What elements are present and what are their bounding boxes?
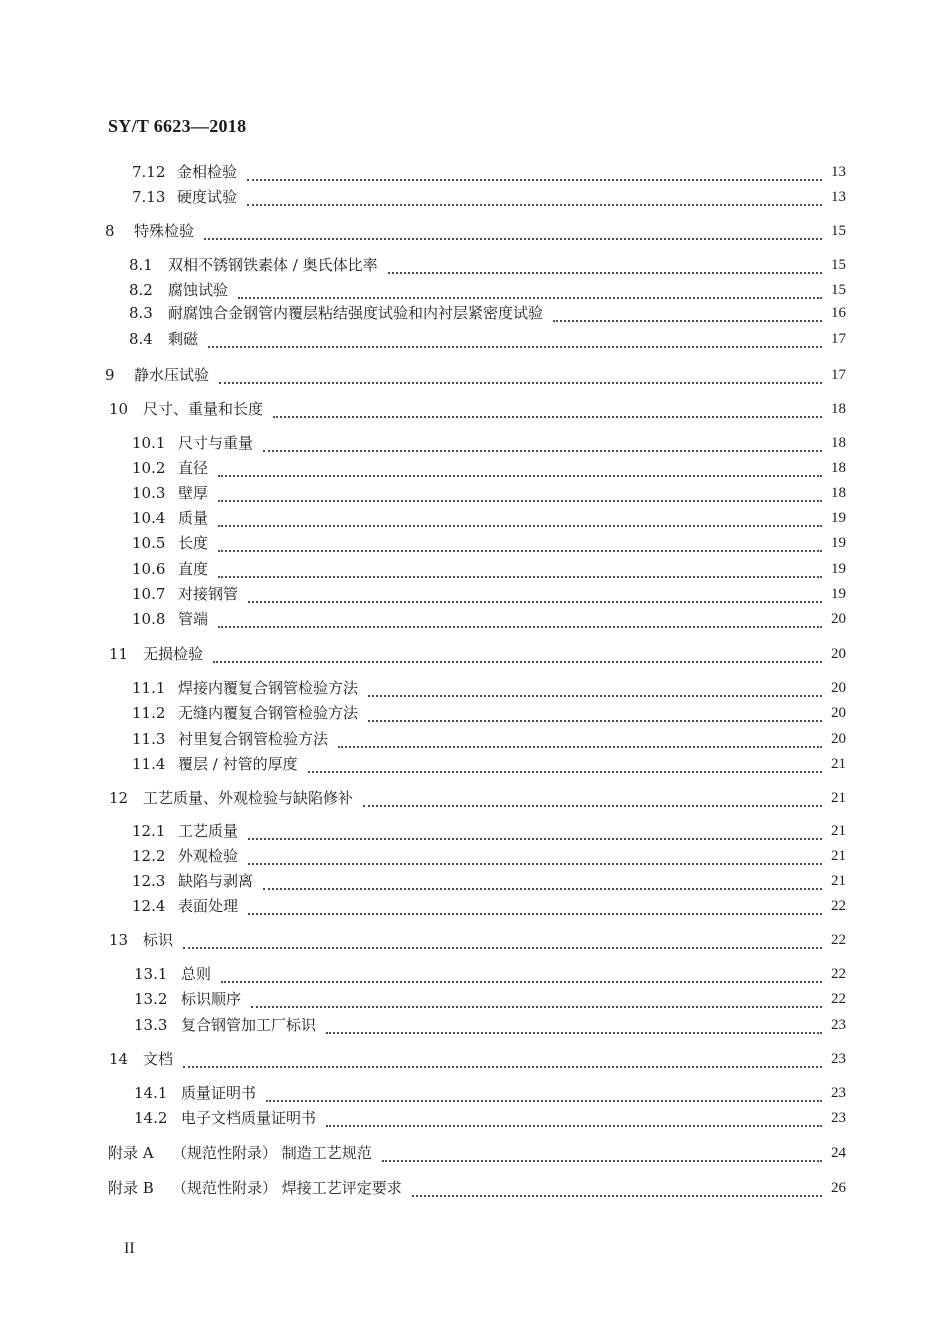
toc-entry[interactable] [0, 302, 950, 324]
toc-entry-title: 无损检验 [143, 645, 204, 663]
toc-entry[interactable] [0, 963, 950, 985]
toc-entry[interactable] [0, 643, 950, 665]
toc-entry-number: 10.4 [132, 509, 166, 527]
toc-entry[interactable] [0, 220, 950, 242]
toc-entry-title: 质量 [178, 509, 209, 527]
toc-entry-page: 13 [831, 189, 846, 205]
toc-dot-leader [263, 436, 822, 452]
toc-entry-page: 23 [831, 1110, 846, 1126]
toc-entry-page: 18 [831, 460, 846, 476]
toc-entry-number: 10 [109, 400, 129, 418]
toc-entry-number: 8.1 [129, 256, 153, 274]
toc-entry-title: 尺寸与重量 [178, 434, 254, 452]
toc-entry-title: 电子文档质量证明书 [181, 1109, 317, 1127]
toc-entry-title: 覆层 / 衬管的厚度 [178, 755, 298, 773]
toc-entry-number: 8.4 [129, 330, 153, 348]
toc-dot-leader [382, 1146, 822, 1162]
toc-entry-number: 12.4 [132, 897, 166, 915]
toc-entry-title: 壁厚 [178, 484, 209, 502]
toc-dot-leader [273, 402, 822, 418]
toc-entry[interactable] [0, 279, 950, 301]
toc-dot-leader [266, 1086, 822, 1102]
toc-entry-page: 15 [831, 257, 846, 273]
toc-entry[interactable] [0, 583, 950, 605]
toc-entry-title: 长度 [178, 534, 209, 552]
toc-dot-leader [388, 258, 822, 274]
toc-entry[interactable] [0, 753, 950, 775]
toc-entry-number: 11.3 [132, 730, 166, 748]
toc-entry-number: 8.3 [129, 304, 153, 322]
toc-entry-number: 10.7 [132, 585, 166, 603]
toc-entry-page: 22 [831, 932, 846, 948]
toc-entry-title: 无缝内覆复合钢管检验方法 [178, 704, 359, 722]
toc-entry[interactable] [0, 845, 950, 867]
toc-entry[interactable] [0, 558, 950, 580]
toc-entry-title: 双相不锈钢铁素体 / 奥氏体比率 [168, 256, 378, 274]
toc-dot-leader [208, 332, 822, 348]
toc-entry-title: 对接钢管 [178, 585, 239, 603]
toc-entry-page: 20 [831, 731, 846, 747]
toc-entry-number: 14.2 [134, 1109, 168, 1127]
toc-entry-number: 9 [105, 366, 115, 384]
toc-entry-page: 15 [831, 223, 846, 239]
toc-dot-leader [218, 536, 822, 552]
toc-entry-title: 复合钢管加工厂标识 [181, 1016, 317, 1034]
toc-entry[interactable] [0, 364, 950, 386]
toc-entry[interactable] [0, 1082, 950, 1104]
toc-entry-page: 13 [831, 164, 846, 180]
toc-entry-number: 11.4 [132, 755, 166, 773]
toc-entry-title: 质量证明书 [181, 1084, 257, 1102]
toc-dot-leader [248, 824, 822, 840]
toc-entry[interactable] [0, 398, 950, 420]
toc-entry-title: 表面处理 [178, 897, 239, 915]
toc-entry-title: 标识顺序 [181, 990, 242, 1008]
toc-entry-page: 21 [831, 823, 846, 839]
toc-entry-title: 金相检验 [177, 163, 238, 181]
toc-entry-number: 12.2 [132, 847, 166, 865]
toc-entry-title: 直径 [178, 459, 209, 477]
toc-entry[interactable] [0, 870, 950, 892]
toc-entry-number: 10.1 [132, 434, 166, 452]
toc-entry-title: 文档 [143, 1050, 174, 1068]
toc-entry-number: 11.2 [132, 704, 166, 722]
toc-entry-page: 19 [831, 561, 846, 577]
toc-entry[interactable] [0, 1048, 950, 1070]
toc-entry-page: 23 [831, 1051, 846, 1067]
toc-entry-number: 10.8 [132, 610, 166, 628]
toc-entry-number: 12.3 [132, 872, 166, 890]
toc-entry[interactable] [0, 820, 950, 842]
toc-entry-page: 24 [831, 1145, 846, 1161]
toc-entry-page: 22 [831, 966, 846, 982]
toc-entry-page: 21 [831, 756, 846, 772]
toc-entry-page: 15 [831, 282, 846, 298]
toc-entry-title: 特殊检验 [134, 222, 195, 240]
toc-dot-leader [219, 368, 822, 384]
toc-entry-page: 22 [831, 898, 846, 914]
toc-entry-number: 14.1 [134, 1084, 168, 1102]
toc-entry-page: 20 [831, 705, 846, 721]
toc-entry-page: 23 [831, 1017, 846, 1033]
toc-dot-leader [263, 874, 822, 890]
toc-entry[interactable] [0, 1014, 950, 1036]
toc-entry[interactable] [0, 254, 950, 276]
toc-entry[interactable] [0, 702, 950, 724]
toc-entry-number: 7.12 [132, 163, 166, 181]
toc-dot-leader [248, 849, 822, 865]
toc-entry-page: 17 [831, 367, 846, 383]
toc-entry[interactable] [0, 432, 950, 454]
toc-entry[interactable] [0, 186, 950, 208]
toc-dot-leader [308, 757, 822, 773]
toc-entry[interactable] [0, 1142, 950, 1164]
toc-entry-page: 19 [831, 510, 846, 526]
toc-entry-number: 10.5 [132, 534, 166, 552]
toc-entry-number: 附录 B [108, 1179, 154, 1197]
toc-entry-number: 12.1 [132, 822, 166, 840]
toc-dot-leader [238, 283, 822, 299]
toc-entry-title: 腐蚀试验 [168, 281, 229, 299]
toc-dot-leader [251, 992, 822, 1008]
toc-dot-leader [218, 612, 822, 628]
toc-dot-leader [338, 732, 822, 748]
toc-dot-leader [218, 461, 822, 477]
toc-entry-number: 14 [109, 1050, 129, 1068]
toc-dot-leader [412, 1181, 822, 1197]
toc-entry[interactable] [0, 608, 950, 630]
toc-entry[interactable] [0, 728, 950, 750]
toc-entry[interactable] [0, 787, 950, 809]
toc-dot-leader [218, 511, 822, 527]
toc-entry-page: 18 [831, 485, 846, 501]
toc-entry-number: 13.1 [134, 965, 168, 983]
toc-entry-title: 外观检验 [178, 847, 239, 865]
toc-entry[interactable] [0, 988, 950, 1010]
toc-entry[interactable] [0, 328, 950, 350]
toc-entry-page: 22 [831, 991, 846, 1007]
toc-entry-page: 21 [831, 790, 846, 806]
toc-entry-title: 直度 [178, 560, 209, 578]
toc-entry-title: 工艺质量 [178, 822, 239, 840]
toc-entry-number: 11.1 [132, 679, 166, 697]
toc-entry-number: 11 [109, 645, 129, 663]
toc-entry-page: 21 [831, 848, 846, 864]
toc-dot-leader [363, 791, 822, 807]
toc-entry-title: 静水压试验 [134, 366, 210, 384]
toc-entry-title: 管端 [178, 610, 209, 628]
toc-dot-leader [368, 706, 822, 722]
toc-entry-title: 总则 [181, 965, 212, 983]
toc-entry-number: 13 [109, 931, 129, 949]
toc-entry-title: 剩磁 [168, 330, 199, 348]
toc-entry-page: 20 [831, 680, 846, 696]
toc-dot-leader [213, 647, 822, 663]
toc-dot-leader [247, 190, 822, 206]
toc-entry[interactable] [0, 677, 950, 699]
toc-entry[interactable] [0, 532, 950, 554]
toc-entry-title: （规范性附录） 焊接工艺评定要求 [172, 1179, 402, 1197]
toc-dot-leader [247, 165, 822, 181]
toc-entry[interactable] [0, 161, 950, 183]
toc-entry-page: 16 [831, 305, 846, 321]
toc-entry-page: 19 [831, 535, 846, 551]
toc-entry-page: 20 [831, 611, 846, 627]
toc-entry-title: 衬里复合钢管检验方法 [178, 730, 329, 748]
toc-entry-number: 7.13 [132, 188, 166, 206]
toc-entry-title: 焊接内覆复合钢管检验方法 [178, 679, 359, 697]
toc-entry-page: 20 [831, 646, 846, 662]
toc-entry[interactable] [0, 507, 950, 529]
toc-dot-leader [326, 1111, 822, 1127]
toc-dot-leader [204, 224, 822, 240]
toc-entry-page: 18 [831, 435, 846, 451]
toc-dot-leader [368, 681, 822, 697]
toc-entry-page: 26 [831, 1180, 846, 1196]
toc-entry-page: 23 [831, 1085, 846, 1101]
toc-entry-number: 12 [109, 789, 129, 807]
toc-entry-number: 附录 A [108, 1144, 154, 1162]
page-number: II [124, 1240, 135, 1257]
toc-entry-number: 10.2 [132, 459, 166, 477]
toc-entry-title: 硬度试验 [177, 188, 238, 206]
toc-dot-leader [553, 306, 822, 322]
toc-entry-number: 10.3 [132, 484, 166, 502]
toc-entry[interactable] [0, 482, 950, 504]
toc-entry[interactable] [0, 929, 950, 951]
toc-dot-leader [221, 967, 822, 983]
toc-entry[interactable] [0, 1177, 950, 1199]
toc-entry-title: 缺陷与剥离 [178, 872, 254, 890]
toc-entry-title: 耐腐蚀合金钢管内覆层粘结强度试验和内衬层紧密度试验 [168, 304, 544, 322]
toc-entry[interactable] [0, 457, 950, 479]
toc-dot-leader [183, 1052, 822, 1068]
toc-entry-number: 10.6 [132, 560, 166, 578]
toc-entry-page: 21 [831, 873, 846, 889]
toc-entry[interactable] [0, 1107, 950, 1129]
toc-entry-number: 13.3 [134, 1016, 168, 1034]
toc-entry-page: 18 [831, 401, 846, 417]
toc-dot-leader [248, 587, 822, 603]
toc-entry[interactable] [0, 895, 950, 917]
toc-entry-page: 17 [831, 331, 846, 347]
toc-dot-leader [326, 1018, 822, 1034]
toc-dot-leader [248, 899, 822, 915]
toc-entry-page: 19 [831, 586, 846, 602]
toc-dot-leader [218, 486, 822, 502]
toc-dot-leader [218, 562, 822, 578]
toc-entry-title: 工艺质量、外观检验与缺陷修补 [143, 789, 354, 807]
toc-entry-number: 8 [105, 222, 115, 240]
toc-entry-title: 标识 [143, 931, 174, 949]
document-code: SY/T 6623—2018 [108, 116, 247, 136]
toc-entry-number: 8.2 [129, 281, 153, 299]
toc-entry-title: 尺寸、重量和长度 [143, 400, 264, 418]
toc-entry-number: 13.2 [134, 990, 168, 1008]
toc-entry-title: （规范性附录） 制造工艺规范 [172, 1144, 372, 1162]
toc-dot-leader [183, 933, 822, 949]
